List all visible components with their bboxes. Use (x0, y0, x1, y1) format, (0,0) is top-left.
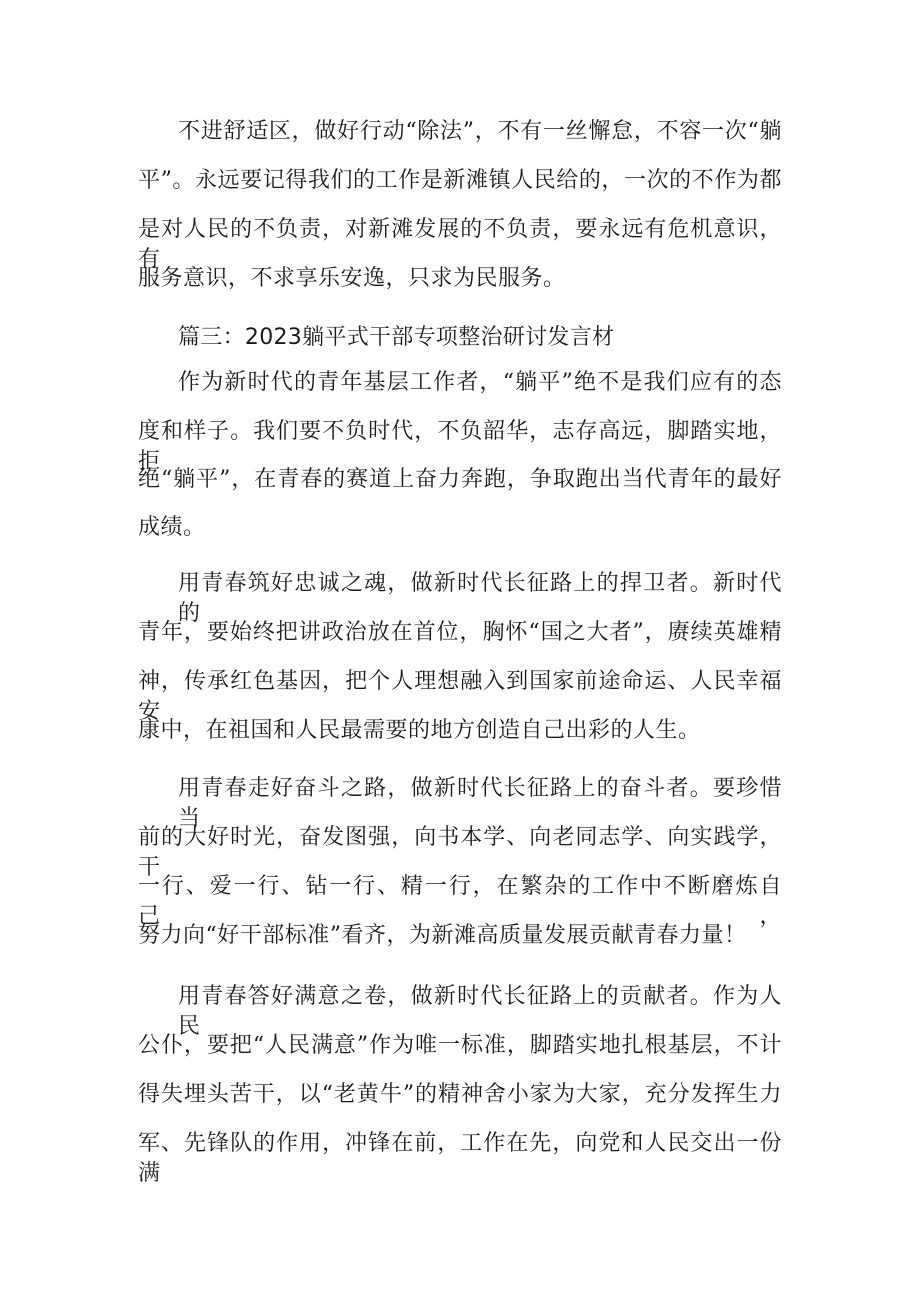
paragraph-3-line-3: 神，传承红色基因，把个人理想融入到国家前途命运、人民幸福安 (138, 669, 782, 724)
paragraph-1-line-2: 平”。永远要记得我们的工作是新滩镇人民给的，一次的不作为都 (138, 168, 782, 193)
paragraph-3-line-4: 康中，在祖国和人民最需要的地方创造自己出彩的人生。 (138, 718, 701, 743)
paragraph-2-line-3: 绝“躺平”，在青春的赛道上奋力奔跑，争取跑出当代青年的最好 (138, 467, 782, 492)
paragraph-5-line-3: 得失埋头苦干，以“老黄牛”的精神舍小家为大家，充分发挥生力 (138, 1082, 782, 1107)
paragraph-1-line-3: 是对人民的不负责，对新滩发展的不负责，要永远有危机意识，有 (138, 217, 782, 272)
paragraph-4-line-4: 努力向“好干部标准”看齐，为新滩高质量发展贡献青春力量！ (138, 923, 747, 948)
paragraph-5-line-1: 用青春答好满意之卷，做新时代长征路上的贡献者。作为人民 (178, 984, 782, 1039)
paragraph-4-line-3: 一行、爱一行、钻一行、精一行，在繁杂的工作中不断磨炼自己， (138, 874, 782, 929)
paragraph-5-line-2: 公仆，要把“人民满意”作为唯一标准，脚踏实地扎根基层，不计 (138, 1033, 782, 1058)
paragraph-5-line-4: 军、先锋队的作用，冲锋在前，工作在先，向党和人民交出一份满 (138, 1131, 782, 1186)
paragraph-1-line-4: 服务意识，不求享乐安逸，只求为民服务。 (138, 266, 566, 291)
paragraph-4-line-1: 用青春走好奋斗之路，做新时代长征路上的奋斗者。要珍惜当 (178, 776, 782, 831)
paragraph-1-line-1: 不进舒适区，做好行动“除法”，不有一丝懈怠，不容一次“躺 (178, 119, 782, 144)
paragraph-2-line-1: 作为新时代的青年基层工作者，“躺平”绝不是我们应有的态 (178, 370, 782, 395)
paragraph-2-line-2: 度和样子。我们要不负时代，不负韶华，志存高远，脚踏实地，拒 (138, 419, 782, 474)
paragraph-3-line-2: 青年，要始终把讲政治放在首位，胸怀“国之大者”，赓续英雄精 (138, 620, 782, 645)
section-heading: 篇三：2023躺平式干部专项整治研讨发言材 (178, 325, 615, 350)
paragraph-4-line-2: 前的大好时光，奋发图强，向书本学、向老同志学、向实践学，干 (138, 825, 782, 880)
paragraph-2-line-4: 成绩。 (138, 515, 206, 540)
paragraph-3-line-1: 用青春筑好忠诚之魂，做新时代长征路上的捍卫者。新时代的 (178, 571, 782, 626)
